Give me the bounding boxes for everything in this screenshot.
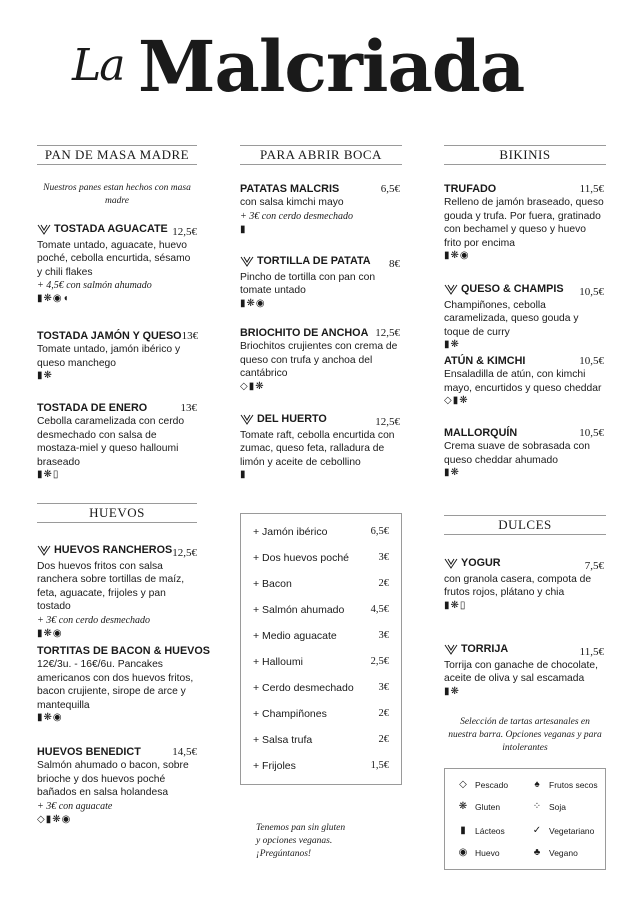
- extra-label: + Medio aguacate: [253, 630, 337, 642]
- item-name: BRIOCHITO DE ANCHOA: [240, 327, 369, 339]
- extra-price: 6,5€: [370, 526, 389, 537]
- allergen-icons: ▮❋: [37, 370, 53, 381]
- item-price: 11,5€: [579, 645, 604, 658]
- item-desc: Tomate raft, cebolla encurtida con zumac, queso feta, ralladura de limón y aceite de cebollino: [240, 429, 395, 468]
- item-desc: Relleno de jamón braseado, queso gouda y trufa. Por fuera, gratinado con bechamel y queso y huevo frito por encima: [444, 197, 604, 249]
- item-price: 12,5€: [172, 225, 197, 238]
- vegetarian-icon: [240, 414, 254, 425]
- extra-label: + Bacon: [253, 578, 292, 590]
- item-name: YOGUR: [461, 557, 501, 569]
- legend-item: [455, 847, 500, 858]
- item-desc: Ensaladilla de atún, con kimchi mayo, encurtidos y queso cheddar: [444, 369, 602, 394]
- extra-price: 3€: [378, 630, 389, 641]
- section-abrir: PARA ABRIR BOCA: [240, 145, 402, 165]
- gluten-note-line: y opciones veganas.: [256, 836, 333, 846]
- item-price: 13€: [180, 402, 197, 414]
- wheat-icon: ❋: [458, 801, 468, 812]
- menu-item: [444, 642, 604, 698]
- legend-item: [529, 801, 566, 812]
- legend-label: Pescado: [475, 779, 509, 790]
- item-price: 13€: [181, 330, 199, 342]
- vegetarian-icon: [240, 256, 254, 267]
- item-name: ATÚN & KIMCHI: [444, 355, 526, 367]
- allergen-icons: ◇▮❋: [444, 395, 469, 406]
- item-name: TRUFADO: [444, 183, 497, 195]
- allergen-icons: ▮: [240, 223, 247, 235]
- extra-row: [253, 656, 389, 668]
- legend-label: Lácteos: [475, 825, 505, 836]
- gluten-note: [256, 822, 345, 861]
- allergen-icons: ▮: [240, 469, 247, 480]
- item-name: QUESO & CHAMPIS: [461, 283, 564, 295]
- item-name: TORTILLA DE PATATA: [257, 255, 371, 267]
- extra-label: + Champiñones: [253, 708, 327, 720]
- item-desc: Cebolla caramelizada con cerdo desmechado con salsa de mostaza-miel y queso halloumi braseado: [37, 416, 185, 468]
- extras-box: [240, 513, 402, 785]
- extra-row: [253, 630, 389, 642]
- allergen-icons: ▮❋: [444, 467, 460, 478]
- menu-item: [37, 222, 197, 305]
- menu-item: [444, 182, 604, 262]
- item-extra: + 3€ con aguacate: [37, 800, 113, 812]
- item-name: DEL HUERTO: [257, 413, 327, 425]
- menu-item: [240, 412, 400, 481]
- extra-label: + Jamón ibérico: [253, 526, 328, 538]
- dairy-icon: ▮: [460, 825, 466, 836]
- egg-icon: ◉: [458, 847, 468, 858]
- nut-icon: ♠: [534, 779, 540, 790]
- item-extra: + 3€ con cerdo desmechado: [37, 614, 151, 626]
- tartas-note: Selección de tartas artesanales en nuestra barra. Opciones veganas y para intolerantes: [448, 717, 602, 753]
- extra-price: 3€: [378, 552, 389, 563]
- logo-name: Malcriada: [138, 25, 525, 108]
- extra-label: + Halloumi: [253, 656, 303, 668]
- menu-item: [444, 282, 604, 351]
- item-extra: + 4,5€ con salmón ahumado: [37, 280, 152, 291]
- item-desc: Tomate untado, jamón ibérico y queso manchego: [37, 344, 181, 369]
- item-desc: 12€/3u. - 16€/6u. Pancakes americanos con dos huevos fritos, bacon crujiente, sirope de arce y mantequilla: [37, 659, 194, 711]
- section-huevos: HUEVOS: [37, 503, 197, 523]
- legend-item: [529, 779, 598, 790]
- allergen-icons: ▮❋: [444, 339, 460, 350]
- extra-price: 1,5€: [370, 760, 389, 771]
- menu-item: [37, 329, 197, 382]
- pan-note: Nuestros panes estan hechos con masa madre: [43, 183, 191, 206]
- item-name: TOSTADA DE ENERO: [37, 402, 148, 414]
- extra-row: [253, 552, 389, 564]
- item-price: 10,5€: [579, 427, 604, 439]
- allergen-icons: ▮❋◉: [37, 712, 63, 723]
- extra-row: [253, 708, 389, 720]
- logo: [0, 22, 640, 112]
- extra-row: [253, 578, 389, 590]
- fish-icon: ◇: [459, 779, 467, 790]
- vegetarian-icon: [444, 558, 458, 569]
- menu-item: [37, 401, 197, 481]
- legend-item: [529, 847, 578, 858]
- section-bikinis: BIKINIS: [444, 145, 606, 165]
- allergen-icons: ▮❋◉◖: [37, 293, 70, 304]
- menu-item: [240, 326, 400, 393]
- item-price: 12,5€: [172, 546, 197, 559]
- extra-price: 2€: [378, 708, 389, 719]
- extra-row: [253, 604, 389, 616]
- extra-label: + Salmón ahumado: [253, 604, 345, 616]
- vegan-icon: ♣: [533, 847, 541, 858]
- item-desc: Briochitos crujientes con crema de queso con trufa y anchoa del cantábrico: [240, 341, 398, 379]
- legend-item: [529, 825, 594, 836]
- item-name: TOSTADA AGUACATE: [54, 223, 168, 235]
- item-price: 10,5€: [579, 355, 604, 367]
- item-extra: + 3€ con cerdo desmechado: [240, 210, 354, 222]
- menu-item: [444, 354, 604, 407]
- item-name: TORRIJA: [461, 643, 509, 655]
- vegetarian-icon: [444, 644, 458, 655]
- item-name: HUEVOS BENEDICT: [37, 746, 141, 758]
- legend-item: [455, 801, 500, 812]
- menu-item: [240, 182, 400, 236]
- extra-row: [253, 760, 389, 772]
- section-dulces: DULCES: [444, 515, 606, 535]
- extra-label: + Cerdo desmechado: [253, 682, 354, 694]
- allergen-icons: ▮❋◉: [444, 250, 470, 261]
- allergen-icons: ◇▮❋: [240, 380, 265, 392]
- item-name: HUEVOS RANCHEROS: [54, 544, 173, 556]
- item-desc: Champiñones, cebolla caramelizada, queso gouda y toque de curry: [444, 299, 579, 338]
- menu-item: [444, 426, 604, 479]
- extra-row: [253, 734, 389, 746]
- extra-price: 3€: [378, 682, 389, 693]
- legend-item: [455, 779, 508, 790]
- item-price: 8€: [389, 257, 400, 270]
- item-desc: Pincho de tortilla con pan con tomate untado: [240, 271, 376, 296]
- menu-item: [444, 556, 604, 612]
- menu-item: [240, 254, 400, 310]
- gluten-note-line: ¡Pregúntanos!: [256, 849, 312, 859]
- item-name: TOSTADA JAMÓN Y QUESO: [37, 330, 182, 342]
- soy-icon: ⁘: [532, 801, 542, 812]
- logo-la: La: [72, 40, 124, 91]
- section-pan: PAN DE MASA MADRE: [37, 145, 197, 165]
- extra-price: 4,5€: [370, 604, 389, 615]
- item-desc: con granola casera, compota de frutos rojos, plátano y chia: [444, 573, 592, 598]
- extra-row: [253, 526, 389, 538]
- extra-row: [253, 682, 389, 694]
- gluten-note-line: Tenemos pan sin gluten: [256, 823, 346, 833]
- allergen-icons: ◇▮❋◉: [37, 813, 72, 825]
- allergen-icons: ▮❋▯: [37, 469, 60, 480]
- legend-label: Frutos secos: [549, 779, 598, 790]
- item-price: 12,5€: [375, 415, 400, 428]
- item-desc: Salmón ahumado o bacon, sobre brioche y dos huevos poché bañados en salsa holandesa: [37, 760, 189, 798]
- extra-label: + Salsa trufa: [253, 734, 313, 746]
- allergen-icons: ▮❋: [444, 685, 460, 697]
- item-price: 14,5€: [172, 746, 197, 758]
- item-desc: con salsa kimchi mayo: [240, 197, 344, 208]
- item-desc: Dos huevos fritos con salsa ranchera sobre tortillas de maíz, feta, aguacate, frijoles y pan tostado: [37, 560, 185, 612]
- legend-label: Vegano: [549, 847, 578, 858]
- item-price: 7,5€: [584, 559, 604, 572]
- legend-label: Huevo: [475, 847, 500, 858]
- vegetarian-icon: [37, 545, 51, 556]
- item-price: 10,5€: [579, 285, 604, 298]
- legend-item: [455, 825, 505, 836]
- extra-label: + Dos huevos poché: [253, 552, 350, 564]
- extra-label: + Frijoles: [253, 760, 296, 772]
- legend-label: Gluten: [475, 801, 501, 812]
- allergen-icons: ▮❋◉: [37, 627, 63, 639]
- vegetarian-icon: [37, 224, 51, 235]
- menu-item: [37, 644, 210, 724]
- extra-price: 2€: [378, 734, 389, 745]
- item-desc: Torrija con ganache de chocolate, aceite de oliva y sal escamada: [444, 659, 598, 684]
- allergen-icons: ▮❋▯: [444, 599, 467, 611]
- item-name: TORTITAS DE BACON & HUEVOS: [37, 645, 210, 657]
- item-desc: Crema suave de sobrasada con queso cheddar ahumado: [444, 441, 590, 466]
- item-name: MALLORQUÍN: [444, 427, 518, 439]
- item-price: 11,5€: [579, 183, 604, 195]
- item-desc: Tomate untado, aguacate, huevo poché, cebolla encurtida, sésamo y chili flakes: [37, 239, 191, 278]
- item-price: 12,5€: [375, 327, 400, 339]
- extra-price: 2€: [378, 578, 389, 589]
- menu-item: [37, 543, 197, 640]
- allergen-legend: [444, 768, 606, 870]
- legend-label: Soja: [549, 801, 567, 812]
- extra-price: 2,5€: [370, 656, 389, 667]
- vegetarian-icon: ✓: [532, 825, 542, 836]
- legend-label: Vegetariano: [549, 825, 595, 836]
- vegetarian-icon: [444, 284, 458, 295]
- allergen-icons: ▮❋◉: [240, 297, 266, 309]
- item-price: 6,5€: [380, 183, 400, 195]
- menu-item: [37, 745, 197, 826]
- item-name: PATATAS MALCRIS: [240, 183, 340, 195]
